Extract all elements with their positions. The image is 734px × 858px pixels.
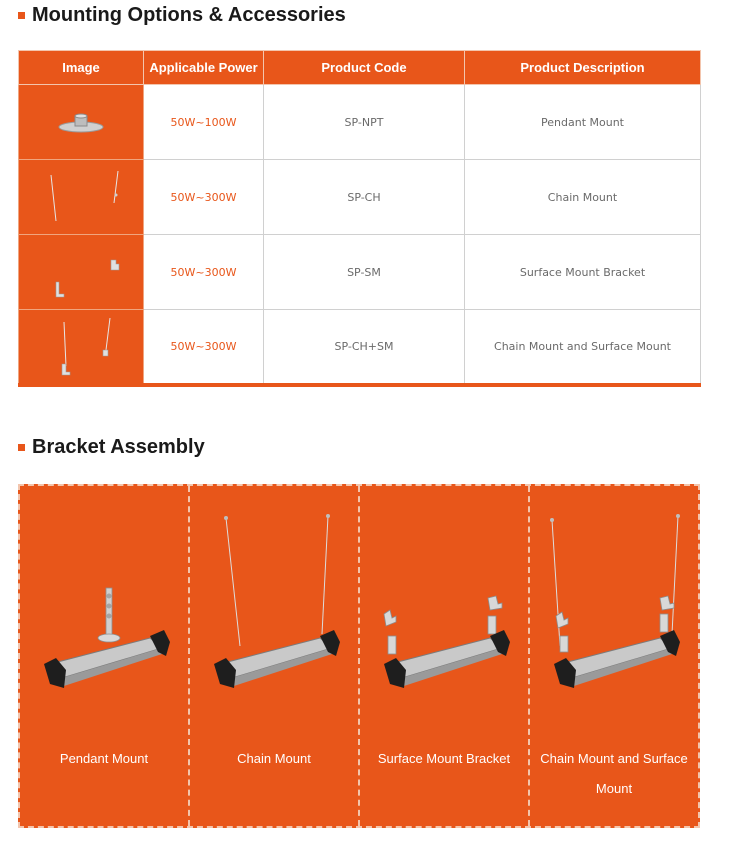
surface-mount-light-icon (360, 486, 528, 736)
assembly-panel-chain (190, 486, 360, 826)
code-cell: SP-CH (264, 160, 465, 235)
bracket-assembly-grid (18, 484, 700, 828)
mounting-title-text: Mounting Options & Accessories (32, 4, 346, 26)
header-image: Image (19, 51, 144, 85)
chain-mount-light-icon (190, 486, 358, 736)
assembly-panel-surface (360, 486, 530, 826)
assembly-label: Chain Mount (237, 751, 311, 766)
pendant-mount-part-icon (51, 107, 111, 137)
chain-and-surface-light-icon (530, 486, 698, 736)
chain-and-surface-mount-image (19, 310, 144, 385)
table-row (19, 160, 701, 235)
description-cell: Pendant Mount (465, 85, 701, 160)
table-header-row (19, 51, 701, 85)
power-cell: 50W~100W (144, 85, 264, 160)
surface-mount-part-icon (26, 242, 136, 302)
pendant-mount-light-icon (20, 486, 188, 736)
surface-mount-image (19, 235, 144, 310)
table-row (19, 310, 701, 385)
power-cell: 50W~300W (144, 160, 264, 235)
power-cell: 50W~300W (144, 235, 264, 310)
header-product-description: Product Description (465, 51, 701, 85)
chain-mount-part-icon (26, 167, 136, 227)
pendant-mount-image (19, 85, 144, 160)
table-row (19, 235, 701, 310)
header-product-code: Product Code (264, 51, 465, 85)
chain-mount-image (19, 160, 144, 235)
bracket-title-text: Bracket Assembly (32, 436, 205, 458)
assembly-label: Pendant Mount (59, 751, 149, 766)
description-cell: Surface Mount Bracket (465, 235, 701, 310)
square-bullet-icon (18, 444, 25, 451)
assembly-panel-chain-surface (530, 486, 698, 826)
power-cell: 50W~300W (144, 310, 264, 385)
assembly-label: Chain Mount and Surface Mount (540, 751, 688, 796)
code-cell: SP-NPT (264, 85, 465, 160)
description-cell: Chain Mount (465, 160, 701, 235)
assembly-label: Surface Mount Bracket (377, 751, 511, 766)
bracket-section-title (18, 436, 205, 459)
header-applicable-power: Applicable Power (144, 51, 264, 85)
assembly-panel-pendant (20, 486, 190, 826)
mounting-section-title (18, 4, 346, 27)
chain-and-surface-part-icon (26, 314, 136, 378)
code-cell: SP-SM (264, 235, 465, 310)
square-bullet-icon (18, 12, 25, 19)
description-cell: Chain Mount and Surface Mount (465, 310, 701, 385)
table-row (19, 85, 701, 160)
mounting-options-table (18, 50, 701, 387)
code-cell: SP-CH+SM (264, 310, 465, 385)
